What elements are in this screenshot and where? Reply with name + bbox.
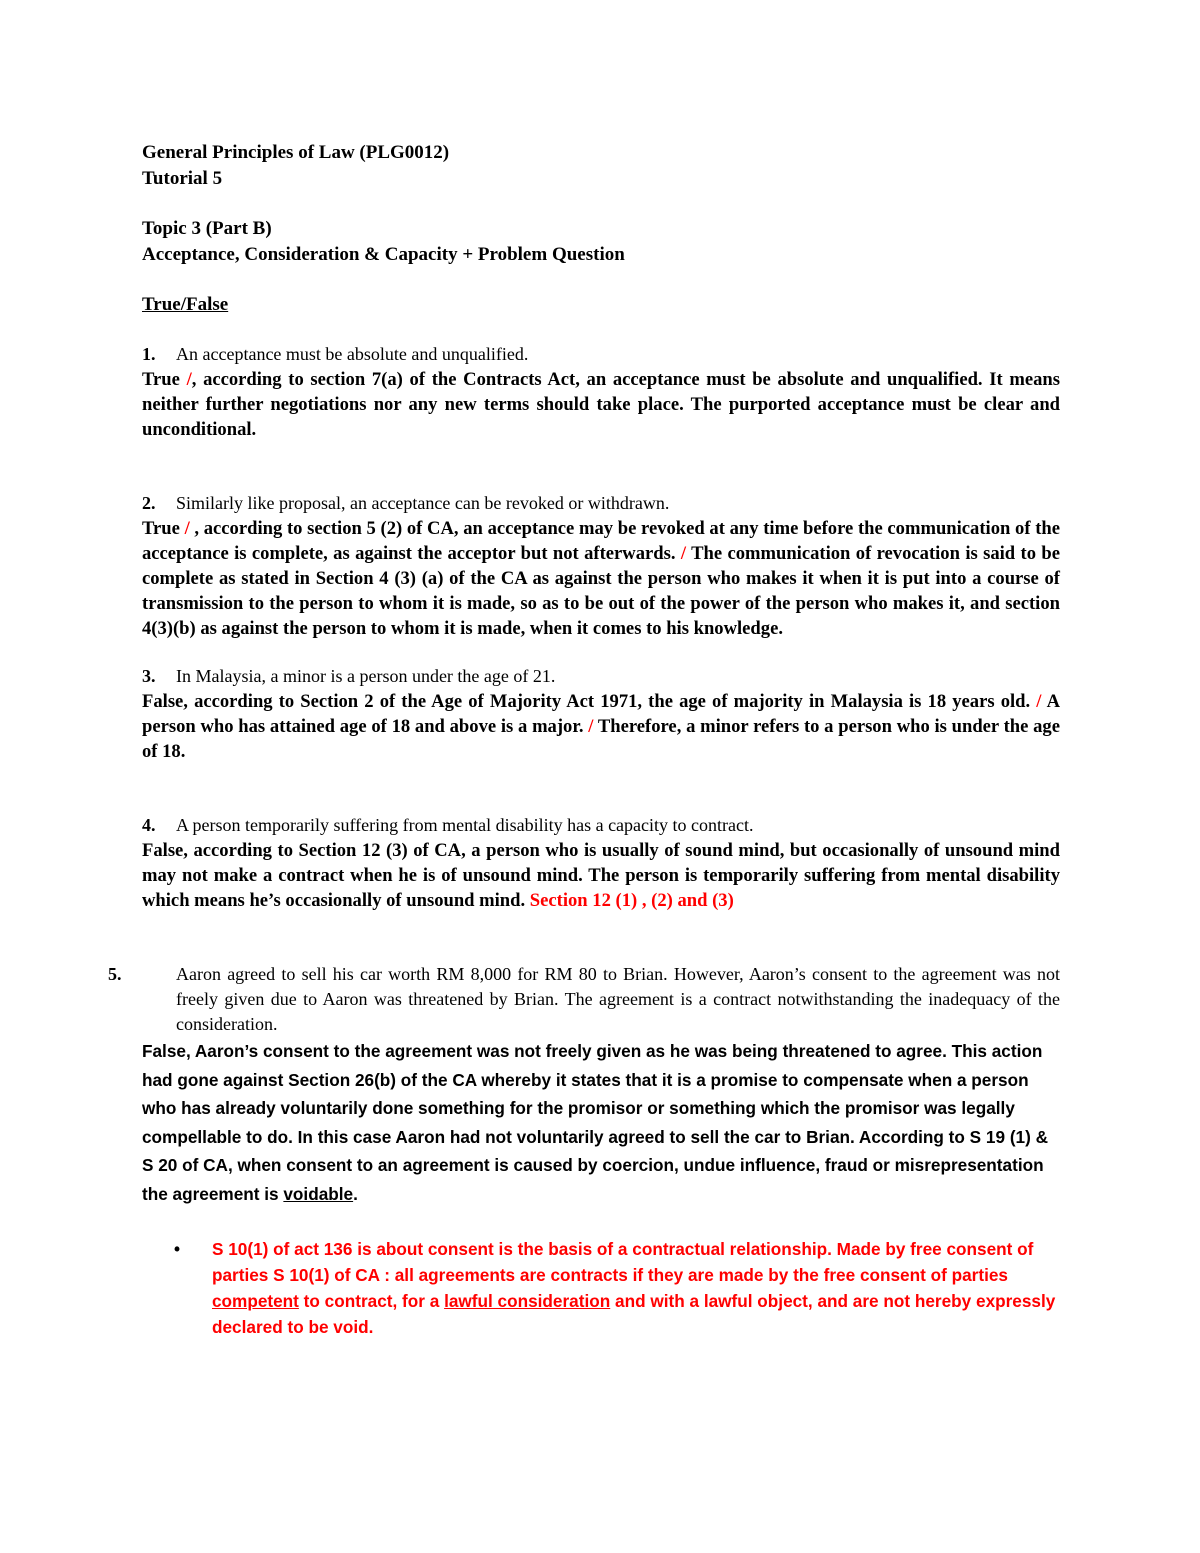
tutorial-number: Tutorial 5 bbox=[142, 168, 223, 189]
bullet-note: • S 10(1) of act 136 is about consent is the basis of a contractual relationship. Made by free consent of parties S 10(1) of CA : all agreements are contracts if they are made by the free consent of parties competent to contract, for a lawful consideration and with a lawful object, and are not hereby expressly declared to be void. bbox=[142, 1236, 1060, 1340]
question-text: 1. An acceptance must be absolute and unqualified. bbox=[142, 344, 529, 364]
question-text: 2. Similarly like proposal, an acceptance can be revoked or withdrawn. bbox=[142, 493, 670, 513]
answer-text: True / , according to section 5 (2) of CA, an acceptance may be revoked at any time before the communication of the acceptance is complete, as against the acceptor but not afterwards. / The communication of revocation is said to be complete as stated in Section 4 (3) (a) of the CA as against the person who makes it when it is put into a course of transmission to the person to whom it is made, so as to be out of the power of the person who makes it, and section 4(3)(b) as against the person to whom it is made, when it comes to his knowledge. bbox=[142, 518, 1060, 639]
question-5 bbox=[108, 962, 1060, 1208]
answer-text: False, according to Section 2 of the Age of Majority Act 1971, the age of majority in Malaysia is 18 years old. / A person who has attained age of 18 and above is a major. / Therefore, a minor refers to a person who is under the age of 18. bbox=[142, 691, 1060, 762]
answer-text: False, Aaron’s consent to the agreement was not freely given as he was being threatened to agree. This action had gone against Section 26(b) of the CA whereby it states that it is a promise to compensate when a person who has already voluntarily done something for the promisor or something which the promisor was legally compellable to do. In this case Aaron had not voluntarily agreed to sell the car to Brian. According to S 19 (1) & S 20 of CA, when consent to an agreement is caused by coercion, undue influence, fraud or misrepresentation the agreement is voidable. bbox=[142, 1041, 1049, 1204]
question-2 bbox=[142, 491, 1060, 641]
answer-text: False, according to Section 12 (3) of CA, a person who is usually of sound mind, but occasionally of unsound mind may not make a contract when he is of unsound mind. The person is temporarily suffering from mental disability which means he’s occasionally of unsound mind. Section 12 (1) , (2) and (3) bbox=[142, 840, 1060, 911]
tick-mark: / bbox=[680, 543, 687, 564]
section-reference-note: Section 12 (1) , (2) and (3) bbox=[529, 890, 734, 911]
answer-text: True /, according to section 7(a) of the Contracts Act, an acceptance must be absolute and unqualified. It means neither further negotiations nor any new terms should take place. The purported acceptance must be clear and unconditional. bbox=[142, 369, 1060, 440]
underlined-term: lawful consideration bbox=[444, 1291, 611, 1311]
question-text: 4. A person temporarily suffering from mental disability has a capacity to contract. bbox=[142, 815, 754, 835]
section-title: True/False bbox=[142, 294, 229, 315]
tick-mark: / bbox=[1036, 691, 1042, 712]
tick-mark: / bbox=[184, 518, 190, 539]
question-text: 5. Aaron agreed to sell his car worth RM 8,000 for RM 80 to Brian. However, Aaron’s consent to the agreement was not freely given due to Aaron was threatened by Brian. The agreement is a contract notwithstanding the inadequacy of the consideration. bbox=[108, 964, 1060, 1034]
document-body bbox=[108, 140, 1060, 1340]
course-title: General Principles of Law (PLG0012) bbox=[142, 142, 450, 163]
question-3 bbox=[142, 664, 1060, 764]
underlined-term: voidable bbox=[283, 1183, 354, 1204]
tick-mark: / bbox=[186, 369, 192, 390]
topic-subtitle: Acceptance, Consideration & Capacity + Problem Question bbox=[142, 244, 625, 265]
question-1 bbox=[142, 342, 1060, 442]
question-text: 3. In Malaysia, a minor is a person under the age of 21. bbox=[142, 666, 556, 686]
bullet-icon: • bbox=[174, 1239, 181, 1259]
tick-mark: / bbox=[588, 716, 594, 737]
underlined-term: competent bbox=[212, 1291, 299, 1311]
question-4 bbox=[142, 813, 1060, 913]
topic-title: Topic 3 (Part B) bbox=[142, 218, 272, 239]
